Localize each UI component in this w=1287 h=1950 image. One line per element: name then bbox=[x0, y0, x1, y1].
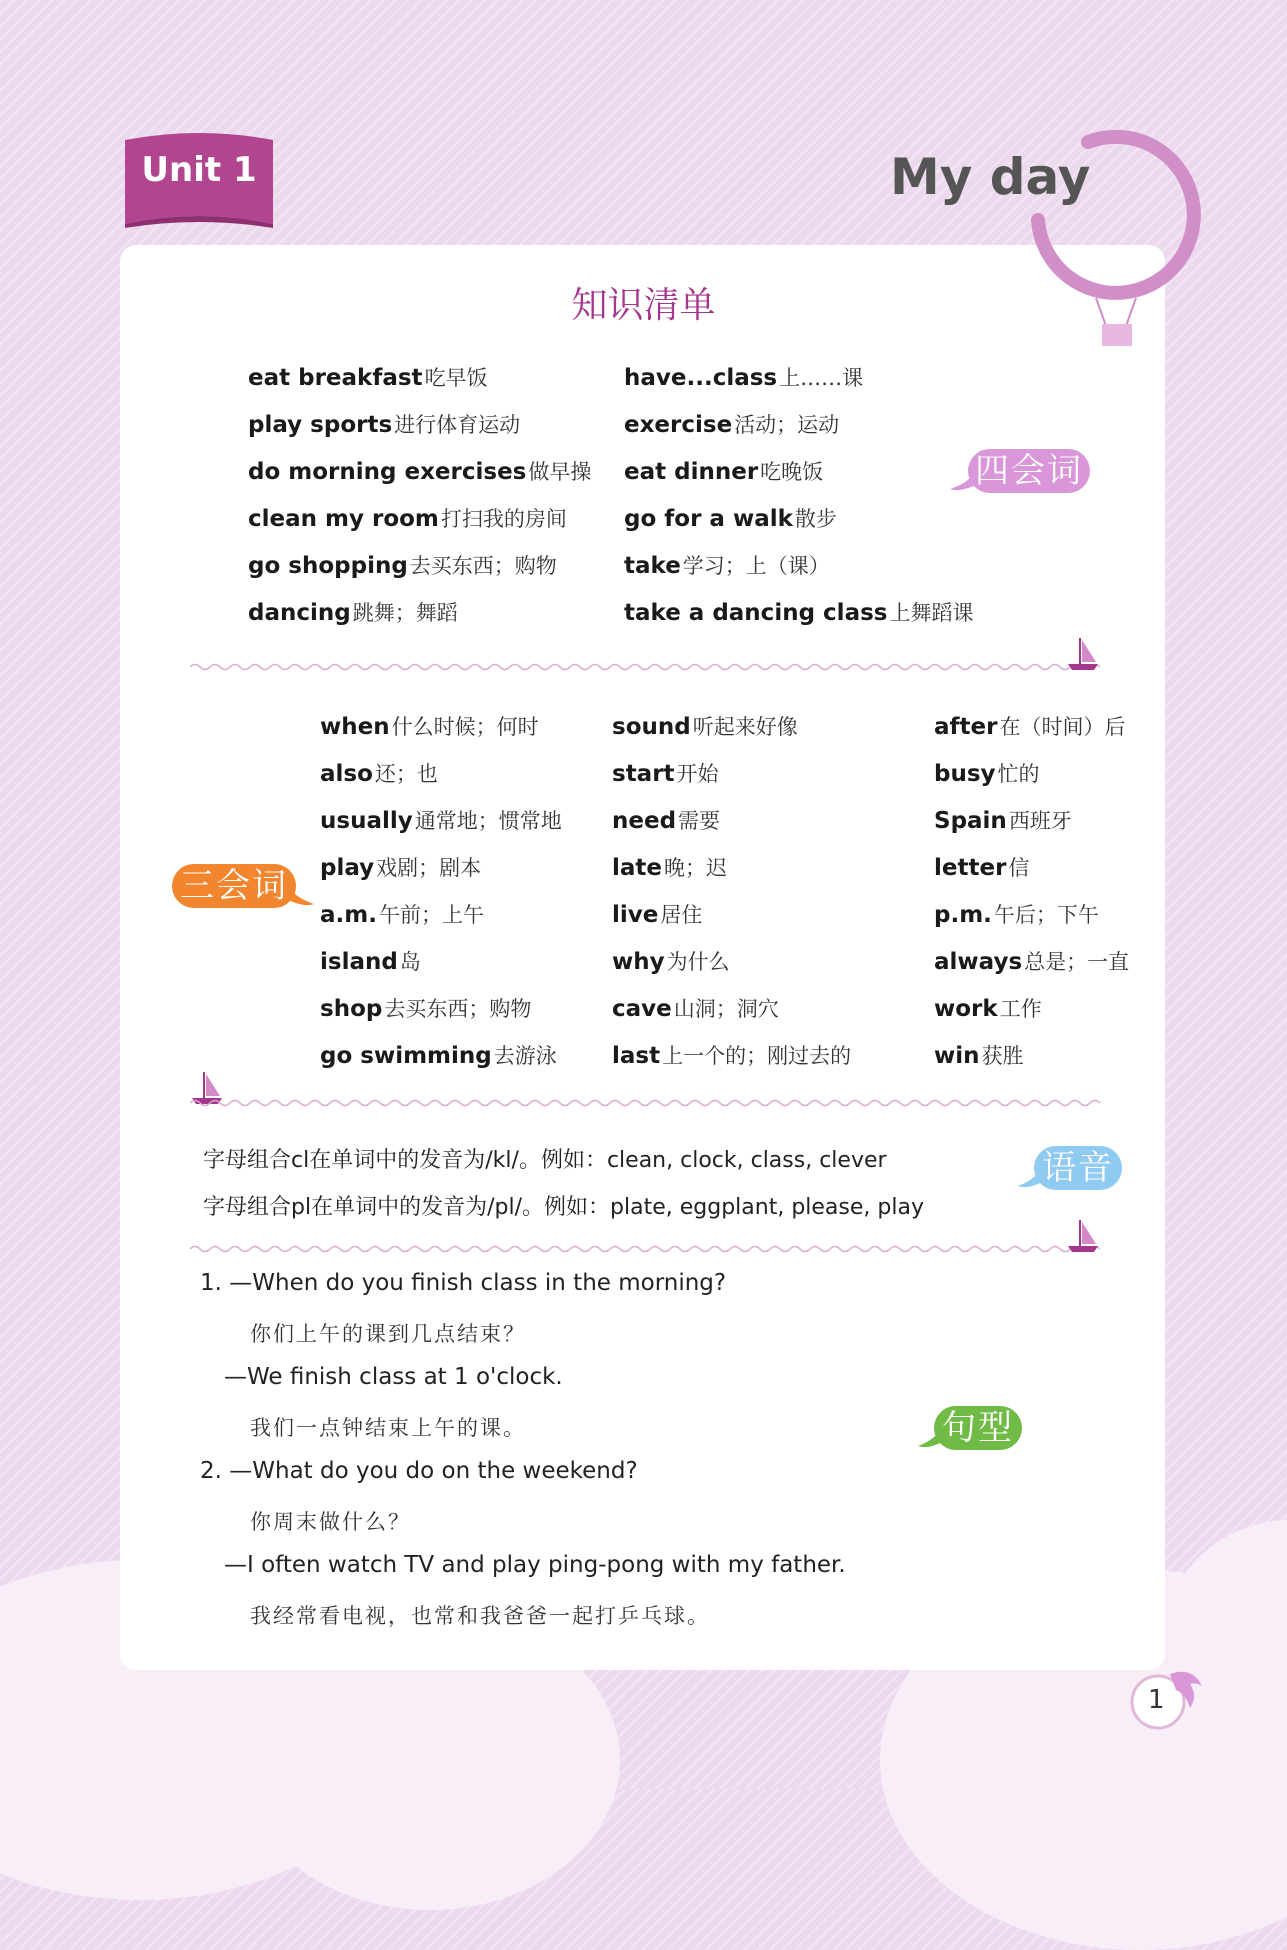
four-word: go for a walk散步 bbox=[624, 506, 837, 532]
three-word: island岛 bbox=[320, 949, 421, 975]
four-word: clean my room打扫我的房间 bbox=[248, 506, 567, 532]
four-word: exercise活动；运动 bbox=[624, 412, 840, 438]
four-word: eat breakfast吃早饭 bbox=[248, 365, 488, 391]
three-word: a.m.午前；上午 bbox=[320, 902, 484, 928]
three-word: usually通常地；惯常地 bbox=[320, 808, 562, 834]
four-word: do morning exercises做早操 bbox=[248, 459, 592, 485]
three-word: cave山洞；洞穴 bbox=[612, 996, 779, 1022]
three-word: also还；也 bbox=[320, 761, 438, 787]
four-skill-badge-label: 四会词 bbox=[975, 451, 1083, 491]
three-word: need需要 bbox=[612, 808, 721, 834]
three-word: sound听起来好像 bbox=[612, 714, 798, 740]
three-word: go swimming去游泳 bbox=[320, 1043, 557, 1069]
three-skill-badge-label: 三会词 bbox=[180, 866, 288, 906]
sentence-translation: 你周末做什么？ bbox=[250, 1510, 411, 1534]
three-word: live居住 bbox=[612, 902, 703, 928]
three-word: last上一个的；刚过去的 bbox=[612, 1043, 852, 1069]
four-word: play sports进行体育运动 bbox=[248, 412, 521, 438]
four-word: take a dancing class上舞蹈课 bbox=[624, 600, 974, 626]
page-number: 1 bbox=[1148, 1685, 1165, 1715]
sailboat-icon bbox=[1066, 636, 1100, 672]
three-word: when什么时候；何时 bbox=[320, 714, 539, 740]
phonics-badge-label: 语音 bbox=[1042, 1148, 1114, 1188]
three-word: busy忙的 bbox=[934, 761, 1040, 787]
three-word: Spain西班牙 bbox=[934, 808, 1072, 834]
sentence-answer: —We finish class at 1 o'clock. bbox=[224, 1364, 563, 1390]
unit-label: Unit 1 bbox=[141, 150, 257, 190]
sentence-translation: 你们上午的课到几点结束？ bbox=[250, 1322, 526, 1346]
four-word: eat dinner吃晚饭 bbox=[624, 459, 824, 485]
sentence-translation: 我经常看电视，也常和我爸爸一起打乒乓球。 bbox=[250, 1604, 710, 1628]
three-word: start开始 bbox=[612, 761, 719, 787]
three-word: p.m.午后；下午 bbox=[934, 902, 1099, 928]
three-word: why为什么 bbox=[612, 949, 730, 975]
section-heading: 知识清单 bbox=[571, 285, 716, 326]
three-word: shop去买东西；购物 bbox=[320, 996, 532, 1022]
three-word: late晚；迟 bbox=[612, 855, 727, 881]
sentence-question: 2. —What do you do on the weekend? bbox=[200, 1458, 638, 1484]
sailboat-icon bbox=[1066, 1218, 1100, 1254]
four-word: go shopping去买东西；购物 bbox=[248, 553, 557, 579]
sentence-question: 1. —When do you finish class in the morning? bbox=[200, 1270, 727, 1296]
four-word: have...class上……课 bbox=[624, 365, 864, 391]
three-word: after在（时间）后 bbox=[934, 714, 1126, 740]
four-word: dancing跳舞；舞蹈 bbox=[248, 600, 458, 626]
sentence-answer: —I often watch TV and play ping-pong with my father. bbox=[224, 1552, 846, 1578]
unit-title: My day bbox=[890, 148, 1091, 206]
three-word: win获胜 bbox=[934, 1043, 1024, 1069]
sentence-translation: 我们一点钟结束上午的课。 bbox=[250, 1416, 526, 1440]
three-word: play戏剧；剧本 bbox=[320, 855, 482, 881]
three-word: always总是；一直 bbox=[934, 949, 1130, 975]
sentence-badge-label: 句型 bbox=[942, 1408, 1014, 1448]
wavy-divider bbox=[190, 1244, 1100, 1254]
three-word: work工作 bbox=[934, 996, 1042, 1022]
wavy-divider bbox=[190, 662, 1100, 672]
four-word: take学习；上（课） bbox=[624, 553, 830, 579]
three-word: letter信 bbox=[934, 855, 1030, 881]
phonics-line: 字母组合cl在单词中的发音为/kl/。例如：clean, clock, class, clever bbox=[203, 1148, 887, 1173]
dolphin-icon bbox=[1120, 1660, 1210, 1740]
phonics-line: 字母组合pl在单词中的发音为/pl/。例如：plate, eggplant, please, play bbox=[203, 1195, 924, 1220]
wavy-divider bbox=[190, 1098, 1100, 1108]
